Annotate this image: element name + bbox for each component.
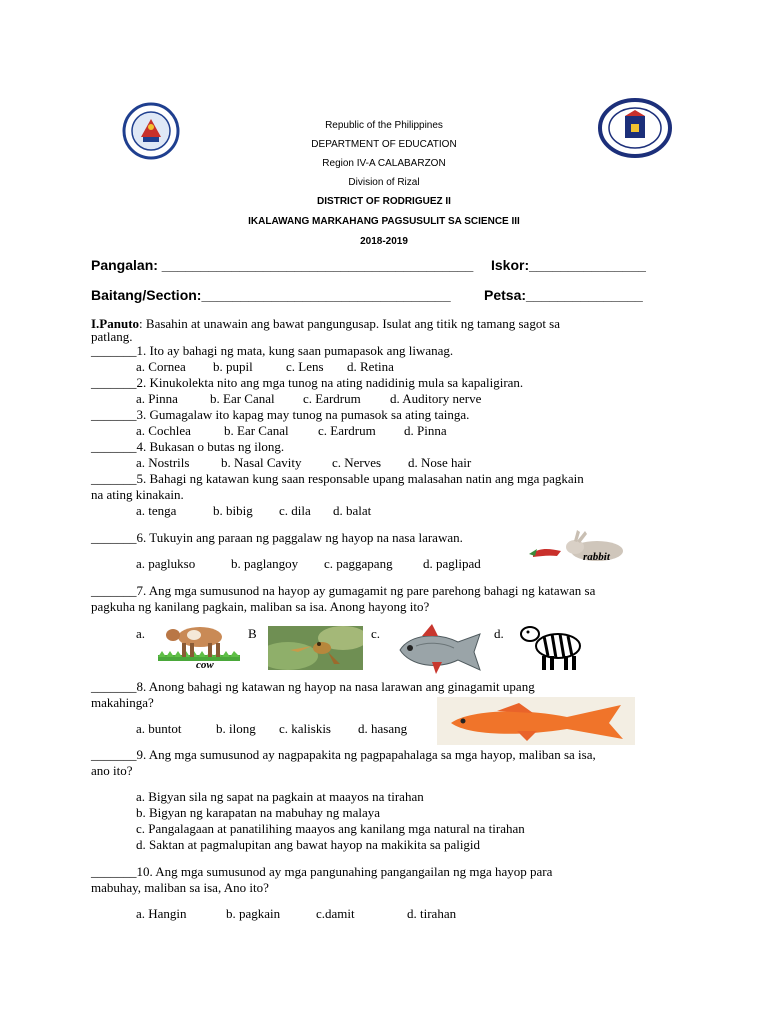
q5-option-d[interactable]: d. balat [333,503,372,518]
zebra-icon [514,616,598,676]
q9-option-d[interactable]: d. Saktan at pagmalupitan ang bawat hayop na makikita sa paligid [136,837,481,852]
name-field[interactable]: Pangalan: ________________________________________ [91,257,474,273]
rabbit-label: rabbit [583,551,610,563]
q8-option-c[interactable]: c. kaliskis [279,721,331,736]
cow-image [158,621,240,671]
fish-image [386,620,482,678]
rabbit-image [527,529,631,567]
q2-option-b[interactable]: b. Ear Canal [210,391,275,406]
q3-option-a[interactable]: a. Cochlea [136,423,191,438]
instructions [91,316,560,331]
q10-option-c[interactable]: c.damit [316,906,355,921]
question-4: _______4. Bukasan o butas ng ilong. [91,439,285,454]
question-2: _______2. Kinukolekta nito ang mga tunog na ating nadidinig mula sa kapaligiran. [91,375,524,390]
q3-option-b[interactable]: b. Ear Canal [224,423,289,438]
q7-option-c[interactable]: c. [371,626,381,641]
q10-option-a[interactable]: a. Hangin [136,906,187,921]
q6-option-c[interactable]: c. paggapang [324,556,393,571]
instructions-text-2: patlang. [91,329,133,344]
q3-option-c[interactable]: c. Eardrum [318,423,376,438]
q6-option-b[interactable]: b. paglangoy [231,556,299,571]
question-7-line-2: pagkuha ng kanilang pagkain, maliban sa isa. Anong hayong ito? [91,599,430,614]
q8-option-b[interactable]: b. ilong [216,721,256,736]
fish-icon [386,620,482,678]
q7-option-a[interactable]: a. [136,626,146,641]
rabbit-icon [527,529,631,567]
region-line: Region IV-A CALABARZON [322,158,446,169]
q9-option-c[interactable]: c. Pangalagaan at panatilihing maayos ang kanilang mga natural na tirahan [136,821,525,836]
q1-option-c[interactable]: c. Lens [286,359,324,374]
section-field[interactable]: Baitang/Section:________________________________ [91,287,451,303]
q4-option-b[interactable]: b. Nasal Cavity [221,455,302,470]
q7-option-b[interactable]: B [248,626,257,641]
goldfish-image [437,697,635,745]
date-field[interactable]: Petsa:_______________ [484,287,643,303]
q6-option-a[interactable]: a. paglukso [136,556,196,571]
frog-image [268,626,363,670]
question-3: _______3. Gumagalaw ito kapag may tunog na pumasok sa ating tainga. [91,407,470,422]
q1-option-a[interactable]: a. Cornea [136,359,186,374]
question-9-line-2: ano ito? [91,763,133,778]
question-9: _______9. Ang mga sumusunod ay nagpapakita ng pagpapahalaga sa mga hayop, maliban sa isa, [91,747,596,762]
q7-option-d[interactable]: d. [494,626,504,641]
cow-label: cow [196,659,214,671]
instructions-text: : Basahin at unawain ang bawat pangungusap. Isulat ang titik ng tamang sagot sa [139,316,561,331]
district-line: DISTRICT OF RODRIGUEZ II [317,196,451,207]
question-8-line-2: makahinga? [91,695,154,710]
question-7: _______7. Ang mga sumusunod na hayop ay gumagamit ng pare parehong bahagi ng katawan sa [91,583,596,598]
q2-option-a[interactable]: a. Pinna [136,391,178,406]
question-10: _______10. Ang mga sumusunod ay mga pangunahing pangangailan ng mga hayop para [91,864,553,879]
q1-option-d[interactable]: d. Retina [347,359,394,374]
q8-option-d[interactable]: d. hasang [358,721,408,736]
q9-option-b[interactable]: b. Bigyan ng karapatan na mabuhay ng malaya [136,805,381,820]
q2-option-c[interactable]: c. Eardrum [303,391,361,406]
q8-option-a[interactable]: a. buntot [136,721,182,736]
q4-option-a[interactable]: a. Nostrils [136,455,190,470]
question-5-line-2: na ating kinakain. [91,487,184,502]
question-8: _______8. Anong bahagi ng katawan ng hayop na nasa larawan ang ginagamit upang [91,679,535,694]
q2-option-d[interactable]: d. Auditory nerve [390,391,482,406]
q9-option-a[interactable]: a. Bigyan sila ng sapat na pagkain at maayos na tirahan [136,789,424,804]
q5-option-c[interactable]: c. dila [279,503,311,518]
question-1: _______1. Ito ay bahagi ng mata, kung saan pumapasok ang liwanag. [91,343,454,358]
exam-title: IKALAWANG MARKAHANG PAGSUSULIT SA SCIENCE III [248,216,520,227]
department-line: DEPARTMENT OF EDUCATION [311,139,457,150]
frog-icon [268,626,363,670]
q3-option-d[interactable]: d. Pinna [404,423,447,438]
country-line: Republic of the Philippines [325,120,443,131]
q4-option-d[interactable]: d. Nose hair [408,455,472,470]
q6-option-d[interactable]: d. paglipad [423,556,481,571]
q5-option-b[interactable]: b. bibig [213,503,253,518]
q10-option-b[interactable]: b. pagkain [226,906,281,921]
q1-option-b[interactable]: b. pupil [213,359,253,374]
score-field[interactable]: Iskor:_______________ [491,257,646,273]
zebra-image [514,616,598,676]
school-year: 2018-2019 [360,236,408,247]
question-5: _______5. Bahagi ng katawan kung saan responsable upang malasahan natin ang mga pagkain [91,471,584,486]
goldfish-icon [437,697,635,745]
question-6: _______6. Tukuyin ang paraan ng paggalaw ng hayop na nasa larawan. [91,530,463,545]
q10-option-d[interactable]: d. tirahan [407,906,457,921]
instructions-label: I.Panuto [91,316,140,331]
question-10-line-2: mabuhay, maliban sa isa, Ano ito? [91,880,269,895]
q4-option-c[interactable]: c. Nerves [332,455,382,470]
q5-option-a[interactable]: a. tenga [136,503,177,518]
division-line: Division of Rizal [348,177,420,188]
